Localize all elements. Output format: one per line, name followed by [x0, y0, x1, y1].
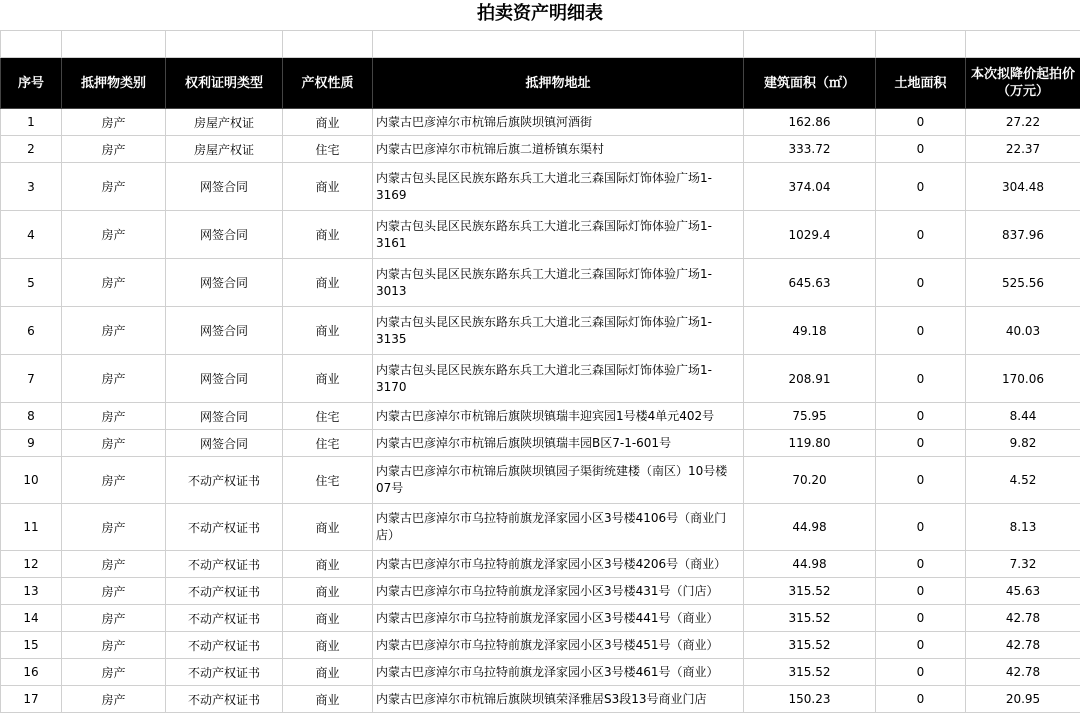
cell-address: 内蒙古巴彦淖尔市乌拉特前旗龙泽家园小区3号楼4106号（商业门店）	[373, 504, 744, 551]
cell-category: 房产	[62, 632, 166, 659]
cell-address: 内蒙古包头昆区民族东路东兵工大道北三森国际灯饰体验广场1-3013	[373, 259, 744, 307]
cell-nature: 商业	[283, 659, 373, 686]
cell-area: 208.91	[744, 355, 876, 403]
cell-area: 315.52	[744, 605, 876, 632]
cell-land: 0	[876, 211, 966, 259]
cell-nature: 商业	[283, 355, 373, 403]
cell-cert: 网签合同	[166, 403, 283, 430]
cell-area: 315.52	[744, 632, 876, 659]
cell-address: 内蒙古巴彦淖尔市乌拉特前旗龙泽家园小区3号楼451号（商业）	[373, 632, 744, 659]
cell-price: 525.56	[966, 259, 1080, 307]
table-row	[1, 136, 1080, 163]
header-no: 序号	[1, 58, 62, 109]
cell-land: 0	[876, 504, 966, 551]
cell-address: 内蒙古巴彦淖尔市乌拉特前旗龙泽家园小区3号楼461号（商业）	[373, 659, 744, 686]
cell-nature: 住宅	[283, 403, 373, 430]
table-row	[1, 109, 1080, 136]
cell-area: 150.23	[744, 686, 876, 713]
cell-address: 内蒙古巴彦淖尔市杭锦后旗陕坝镇荣泽雅居S3段13号商业门店	[373, 686, 744, 713]
cell-no: 5	[1, 259, 62, 307]
cell-land: 0	[876, 457, 966, 504]
cell-no: 2	[1, 136, 62, 163]
cell-no: 9	[1, 430, 62, 457]
cell-address: 内蒙古包头昆区民族东路东兵工大道北三森国际灯饰体验广场1-3169	[373, 163, 744, 211]
table-row	[1, 355, 1080, 403]
cell-area: 315.52	[744, 659, 876, 686]
cell-price: 20.95	[966, 686, 1080, 713]
cell-no: 11	[1, 504, 62, 551]
cell-area: 162.86	[744, 109, 876, 136]
cell-nature: 商业	[283, 605, 373, 632]
cell-address: 内蒙古巴彦淖尔市乌拉特前旗龙泽家园小区3号楼431号（门店）	[373, 578, 744, 605]
table-row	[1, 686, 1080, 713]
cell-no: 16	[1, 659, 62, 686]
cell-land: 0	[876, 605, 966, 632]
cell-category: 房产	[62, 259, 166, 307]
table-row	[1, 632, 1080, 659]
header-nature: 产权性质	[283, 58, 373, 109]
cell-price: 8.13	[966, 504, 1080, 551]
cell-cert: 网签合同	[166, 355, 283, 403]
cell-price: 9.82	[966, 430, 1080, 457]
cell-land: 0	[876, 551, 966, 578]
cell-category: 房产	[62, 307, 166, 355]
table-row	[1, 578, 1080, 605]
cell-category: 房产	[62, 504, 166, 551]
header-land: 土地面积	[876, 58, 966, 109]
table-row	[1, 659, 1080, 686]
cell-nature: 商业	[283, 551, 373, 578]
cell-address: 内蒙古巴彦淖尔市杭锦后旗陕坝镇河酒街	[373, 109, 744, 136]
cell-price: 27.22	[966, 109, 1080, 136]
table-body	[1, 109, 1080, 713]
cell-nature: 商业	[283, 163, 373, 211]
cell-area: 70.20	[744, 457, 876, 504]
cell-category: 房产	[62, 109, 166, 136]
cell-nature: 商业	[283, 632, 373, 659]
table-row	[1, 403, 1080, 430]
cell-address: 内蒙古包头昆区民族东路东兵工大道北三森国际灯饰体验广场1-3161	[373, 211, 744, 259]
cell-category: 房产	[62, 551, 166, 578]
cell-no: 6	[1, 307, 62, 355]
cell-land: 0	[876, 259, 966, 307]
cell-nature: 商业	[283, 211, 373, 259]
cell-no: 15	[1, 632, 62, 659]
header-address: 抵押物地址	[373, 58, 744, 109]
cell-nature: 商业	[283, 578, 373, 605]
cell-price: 42.78	[966, 659, 1080, 686]
cell-price: 42.78	[966, 632, 1080, 659]
cell-area: 44.98	[744, 504, 876, 551]
cell-cert: 房屋产权证	[166, 109, 283, 136]
cell-price: 4.52	[966, 457, 1080, 504]
cell-category: 房产	[62, 403, 166, 430]
cell-no: 1	[1, 109, 62, 136]
cell-cert: 不动产权证书	[166, 632, 283, 659]
cell-category: 房产	[62, 211, 166, 259]
cell-nature: 住宅	[283, 136, 373, 163]
cell-cert: 不动产权证书	[166, 551, 283, 578]
cell-cert: 不动产权证书	[166, 578, 283, 605]
header-category: 抵押物类别	[62, 58, 166, 109]
cell-area: 119.80	[744, 430, 876, 457]
cell-area: 75.95	[744, 403, 876, 430]
cell-address: 内蒙古巴彦淖尔市乌拉特前旗龙泽家园小区3号楼4206号（商业）	[373, 551, 744, 578]
cell-category: 房产	[62, 686, 166, 713]
cell-land: 0	[876, 307, 966, 355]
cell-no: 17	[1, 686, 62, 713]
cell-cert: 不动产权证书	[166, 659, 283, 686]
cell-category: 房产	[62, 136, 166, 163]
table-row	[1, 551, 1080, 578]
cell-nature: 商业	[283, 259, 373, 307]
cell-category: 房产	[62, 430, 166, 457]
cell-cert: 网签合同	[166, 211, 283, 259]
cell-cert: 网签合同	[166, 163, 283, 211]
cell-cert: 不动产权证书	[166, 504, 283, 551]
cell-cert: 房屋产权证	[166, 136, 283, 163]
cell-no: 8	[1, 403, 62, 430]
cell-category: 房产	[62, 659, 166, 686]
cell-cert: 不动产权证书	[166, 457, 283, 504]
cell-address: 内蒙古巴彦淖尔市乌拉特前旗龙泽家园小区3号楼441号（商业）	[373, 605, 744, 632]
table-row	[1, 457, 1080, 504]
cell-price: 7.32	[966, 551, 1080, 578]
cell-address: 内蒙古巴彦淖尔市杭锦后旗二道桥镇东渠村	[373, 136, 744, 163]
cell-price: 170.06	[966, 355, 1080, 403]
cell-nature: 住宅	[283, 430, 373, 457]
cell-no: 12	[1, 551, 62, 578]
cell-area: 1029.4	[744, 211, 876, 259]
table-row	[1, 211, 1080, 259]
table-row	[1, 430, 1080, 457]
cell-land: 0	[876, 686, 966, 713]
cell-cert: 网签合同	[166, 307, 283, 355]
cell-cert: 不动产权证书	[166, 686, 283, 713]
cell-land: 0	[876, 403, 966, 430]
header-row	[1, 58, 1080, 109]
cell-address: 内蒙古包头昆区民族东路东兵工大道北三森国际灯饰体验广场1-3135	[373, 307, 744, 355]
cell-land: 0	[876, 136, 966, 163]
cell-area: 333.72	[744, 136, 876, 163]
cell-land: 0	[876, 355, 966, 403]
table-row	[1, 163, 1080, 211]
cell-land: 0	[876, 430, 966, 457]
cell-address: 内蒙古包头昆区民族东路东兵工大道北三森国际灯饰体验广场1-3170	[373, 355, 744, 403]
cell-cert: 网签合同	[166, 259, 283, 307]
cell-nature: 商业	[283, 307, 373, 355]
cell-area: 44.98	[744, 551, 876, 578]
cell-address: 内蒙古巴彦淖尔市杭锦后旗陕坝镇瑞丰迎宾园1号楼4单元402号	[373, 403, 744, 430]
cell-no: 14	[1, 605, 62, 632]
header-area: 建筑面积（㎡）	[744, 58, 876, 109]
cell-no: 13	[1, 578, 62, 605]
cell-land: 0	[876, 109, 966, 136]
spacer-row	[1, 31, 1080, 58]
cell-price: 837.96	[966, 211, 1080, 259]
cell-category: 房产	[62, 457, 166, 504]
table-row	[1, 259, 1080, 307]
cell-category: 房产	[62, 355, 166, 403]
cell-category: 房产	[62, 605, 166, 632]
cell-price: 40.03	[966, 307, 1080, 355]
header-price: 本次拟降价起拍价（万元）	[966, 58, 1080, 109]
page-title: 拍卖资产明细表	[0, 0, 1080, 30]
cell-address: 内蒙古巴彦淖尔市杭锦后旗陕坝镇瑞丰园B区7-1-601号	[373, 430, 744, 457]
cell-nature: 商业	[283, 686, 373, 713]
cell-no: 4	[1, 211, 62, 259]
cell-category: 房产	[62, 163, 166, 211]
cell-land: 0	[876, 578, 966, 605]
header-cert: 权利证明类型	[166, 58, 283, 109]
cell-nature: 商业	[283, 504, 373, 551]
cell-price: 304.48	[966, 163, 1080, 211]
cell-cert: 不动产权证书	[166, 605, 283, 632]
asset-table	[0, 30, 1080, 713]
cell-no: 3	[1, 163, 62, 211]
cell-nature: 商业	[283, 109, 373, 136]
cell-land: 0	[876, 163, 966, 211]
cell-category: 房产	[62, 578, 166, 605]
cell-price: 22.37	[966, 136, 1080, 163]
cell-price: 45.63	[966, 578, 1080, 605]
cell-nature: 住宅	[283, 457, 373, 504]
cell-price: 8.44	[966, 403, 1080, 430]
cell-area: 374.04	[744, 163, 876, 211]
table-row	[1, 605, 1080, 632]
cell-area: 645.63	[744, 259, 876, 307]
cell-no: 7	[1, 355, 62, 403]
cell-price: 42.78	[966, 605, 1080, 632]
table-row	[1, 504, 1080, 551]
cell-area: 49.18	[744, 307, 876, 355]
cell-land: 0	[876, 659, 966, 686]
cell-no: 10	[1, 457, 62, 504]
cell-cert: 网签合同	[166, 430, 283, 457]
cell-land: 0	[876, 632, 966, 659]
cell-address: 内蒙古巴彦淖尔市杭锦后旗陕坝镇园子渠街统建楼（南区）10号楼07号	[373, 457, 744, 504]
table-row	[1, 307, 1080, 355]
cell-area: 315.52	[744, 578, 876, 605]
